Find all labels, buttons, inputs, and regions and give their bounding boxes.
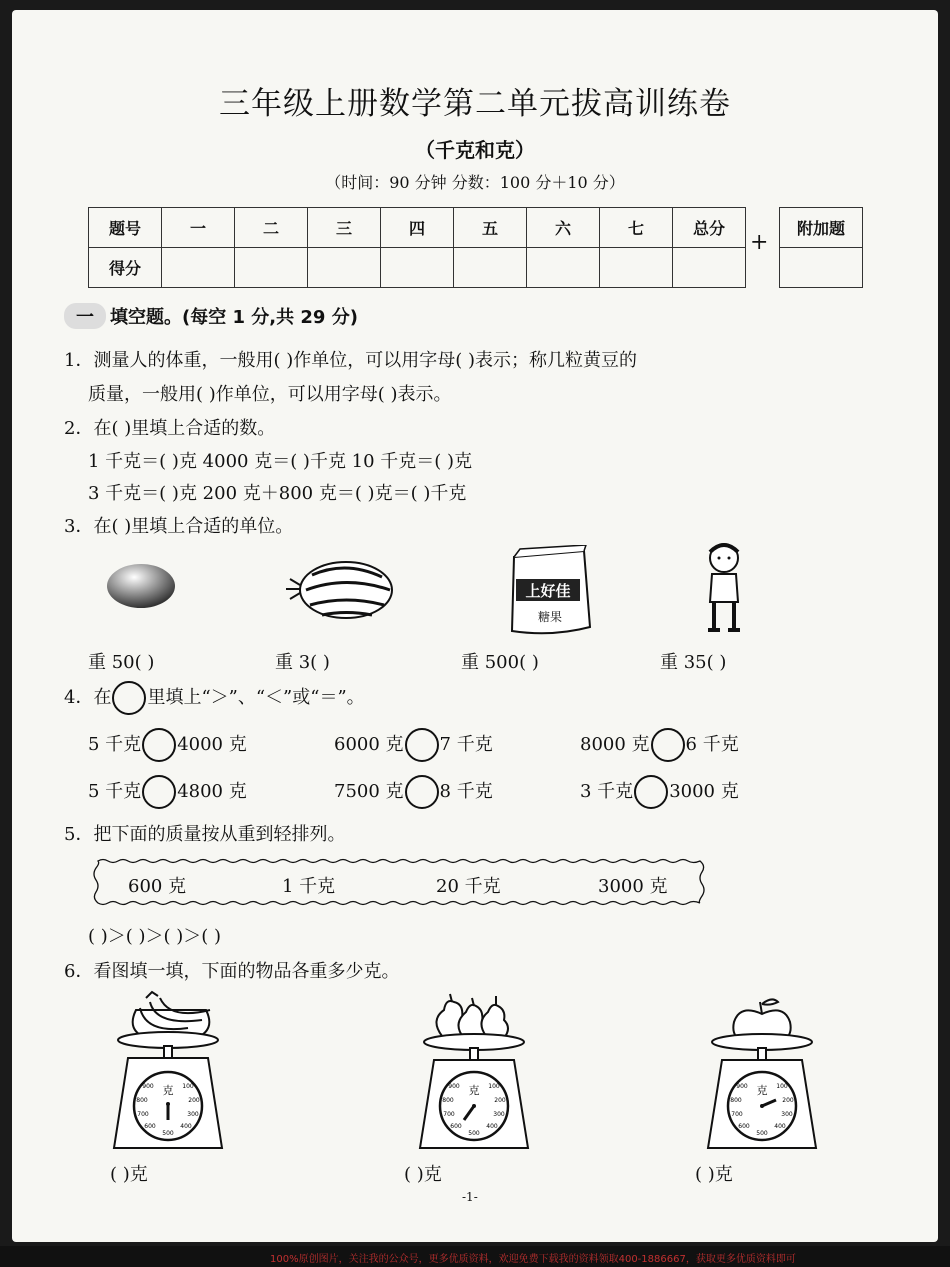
score-header-cell: 七	[600, 208, 673, 248]
q4-stem	[64, 681, 365, 715]
dial-tick-label: 900	[736, 1083, 748, 1090]
dial-tick-label: 100	[182, 1083, 194, 1090]
score-header-cell: 题号	[89, 208, 162, 248]
dial-tick-label: 100	[776, 1083, 788, 1090]
q4-item	[88, 775, 247, 809]
dial-tick-label: 800	[442, 1097, 454, 1104]
candy-bag-image	[502, 545, 597, 637]
q6-answer: ( )克	[404, 1164, 442, 1185]
compare-circle[interactable]	[405, 728, 439, 762]
compare-circle[interactable]	[634, 775, 668, 809]
score-cell[interactable]	[600, 248, 673, 288]
score-table-score-row	[89, 248, 746, 288]
dial-tick-label: 700	[443, 1111, 455, 1118]
compare-circle[interactable]	[405, 775, 439, 809]
section-mark: 一	[64, 303, 106, 329]
bag-label-text: 糖果	[537, 610, 563, 624]
q4-right: 3000 克	[669, 781, 739, 802]
score-header-cell: 三	[308, 208, 381, 248]
q4-right: 4000 克	[177, 734, 247, 755]
watermelon-image	[282, 555, 397, 625]
q3-item-egg: 重 50( )	[88, 652, 155, 673]
score-header-cell: 四	[381, 208, 454, 248]
q6-answer: ( )克	[110, 1164, 148, 1185]
q4-right: 4800 克	[177, 781, 247, 802]
q5-weight: 1 千克	[282, 876, 336, 897]
q6-stem: 6．看图填一填，下面的物品各重多少克。	[64, 961, 400, 982]
q4-item	[88, 728, 247, 762]
dial-tick-label: 800	[136, 1097, 148, 1104]
q5-stem: 5．把下面的质量按从重到轻排列。	[64, 824, 346, 845]
score-cell[interactable]	[381, 248, 454, 288]
q3-item-watermelon: 重 3( )	[275, 652, 330, 673]
extra-score-table	[779, 207, 863, 288]
pear-scale-image	[412, 988, 536, 1150]
dial-unit-label: 克	[162, 1084, 174, 1097]
q1-line2: 质量，一般用( )作单位，可以用字母( )表示。	[88, 384, 452, 405]
bag-brand-text: 上好佳	[525, 582, 571, 600]
dial-tick-label: 900	[142, 1083, 154, 1090]
dial-tick-label: 300	[781, 1111, 793, 1118]
q3-item-candy: 重 500( )	[461, 652, 539, 673]
score-cell[interactable]	[308, 248, 381, 288]
q4-stem-a: 4．在	[64, 687, 112, 708]
dial-unit-label: 克	[756, 1084, 768, 1097]
dial-tick-label: 300	[493, 1111, 505, 1118]
section-1-title	[64, 303, 358, 329]
q3-item-boy: 重 35( )	[660, 652, 727, 673]
score-header-cell: 总分	[673, 208, 746, 248]
score-cell[interactable]	[527, 248, 600, 288]
page-title: 三年级上册数学第二单元拔高训练卷	[219, 86, 731, 122]
dial-tick-label: 500	[468, 1130, 480, 1137]
dial-tick-label: 200	[188, 1097, 200, 1104]
dial-tick-label: 400	[486, 1123, 498, 1130]
q4-item	[580, 775, 739, 809]
q4-item	[334, 728, 493, 762]
compare-circle[interactable]	[142, 775, 176, 809]
q4-left: 8000 克	[580, 734, 650, 755]
dial-tick-label: 400	[774, 1123, 786, 1130]
q4-left: 7500 克	[334, 781, 404, 802]
score-header-cell: 五	[454, 208, 527, 248]
q2-line2: 3 千克＝( )克 200 克＋800 克＝( )克＝( )千克	[88, 483, 467, 504]
dial-tick-label: 500	[756, 1130, 768, 1137]
plus-sign: +	[750, 230, 769, 255]
dial-tick-label: 600	[144, 1123, 156, 1130]
q4-item	[334, 775, 493, 809]
dial-tick-label: 600	[738, 1123, 750, 1130]
q4-left: 5 千克	[88, 781, 142, 802]
score-table	[88, 207, 746, 288]
q5-weight: 20 千克	[436, 876, 501, 897]
extra-header-cell: 附加题	[780, 208, 863, 248]
banana-scale-image	[106, 990, 230, 1150]
compare-circle[interactable]	[142, 728, 176, 762]
q5-answer-line: ( )＞( )＞( )＞( )	[88, 926, 222, 947]
dial-tick-label: 900	[448, 1083, 460, 1090]
dial-tick-label: 800	[730, 1097, 742, 1104]
q4-left: 6000 克	[334, 734, 404, 755]
q2-stem: 2．在( )里填上合适的数。	[64, 418, 276, 439]
q5-weight: 3000 克	[598, 876, 668, 897]
q5-weight: 600 克	[128, 876, 187, 897]
page-number: -1-	[462, 1190, 478, 1204]
q4-right: 8 千克	[439, 781, 493, 802]
dial-unit-label: 克	[468, 1084, 480, 1097]
score-header-cell: 六	[527, 208, 600, 248]
q1-line1: 1．测量人的体重，一般用( )作单位，可以用字母( )表示；称几粒黄豆的	[64, 350, 637, 371]
score-cell[interactable]	[235, 248, 308, 288]
score-row-label: 得分	[89, 248, 162, 288]
dial-tick-label: 400	[180, 1123, 192, 1130]
score-cell[interactable]	[454, 248, 527, 288]
dial-tick-label: 100	[488, 1083, 500, 1090]
dial-tick-label: 700	[137, 1111, 149, 1118]
q2-line1: 1 千克＝( )克 4000 克＝( )千克 10 千克＝( )克	[88, 451, 473, 472]
score-header-cell: 一	[162, 208, 235, 248]
dial-tick-label: 500	[162, 1130, 174, 1137]
circle-blank-icon	[112, 681, 146, 715]
time-info: （时间：90 分钟 分数：100 分＋10 分）	[325, 173, 625, 192]
footer-watermark-text: 100%原创图片，关注我的公众号，更多优质资料，欢迎免费下载我的资料领取400-1886667，获取更多优质资料即可	[270, 1254, 796, 1265]
page-subtitle: （千克和克）	[415, 138, 535, 162]
extra-score-cell[interactable]	[780, 248, 863, 288]
section-title-text: 填空题。(每空 1 分,共 29 分)	[110, 307, 358, 328]
compare-circle[interactable]	[651, 728, 685, 762]
dial-tick-label: 300	[187, 1111, 199, 1118]
q6-answer: ( )克	[695, 1164, 733, 1185]
score-cell[interactable]	[162, 248, 235, 288]
score-header-cell: 二	[235, 208, 308, 248]
dial-tick-label: 200	[494, 1097, 506, 1104]
q4-stem-b: 里填上“＞”、“＜”或“＝”。	[147, 687, 365, 708]
q4-right: 6 千克	[685, 734, 739, 755]
dial-tick-label: 200	[782, 1097, 794, 1104]
score-cell[interactable]	[673, 248, 746, 288]
apple-scale-image	[700, 992, 824, 1150]
q4-left: 3 千克	[580, 781, 634, 802]
dial-tick-label: 700	[731, 1111, 743, 1118]
score-table-header-row	[89, 208, 746, 248]
egg-image	[104, 560, 179, 612]
q4-left: 5 千克	[88, 734, 142, 755]
dial-tick-label: 600	[450, 1123, 462, 1130]
q4-item	[580, 728, 739, 762]
boy-image	[698, 540, 748, 638]
q3-stem: 3．在( )里填上合适的单位。	[64, 516, 294, 537]
q4-right: 7 千克	[439, 734, 493, 755]
